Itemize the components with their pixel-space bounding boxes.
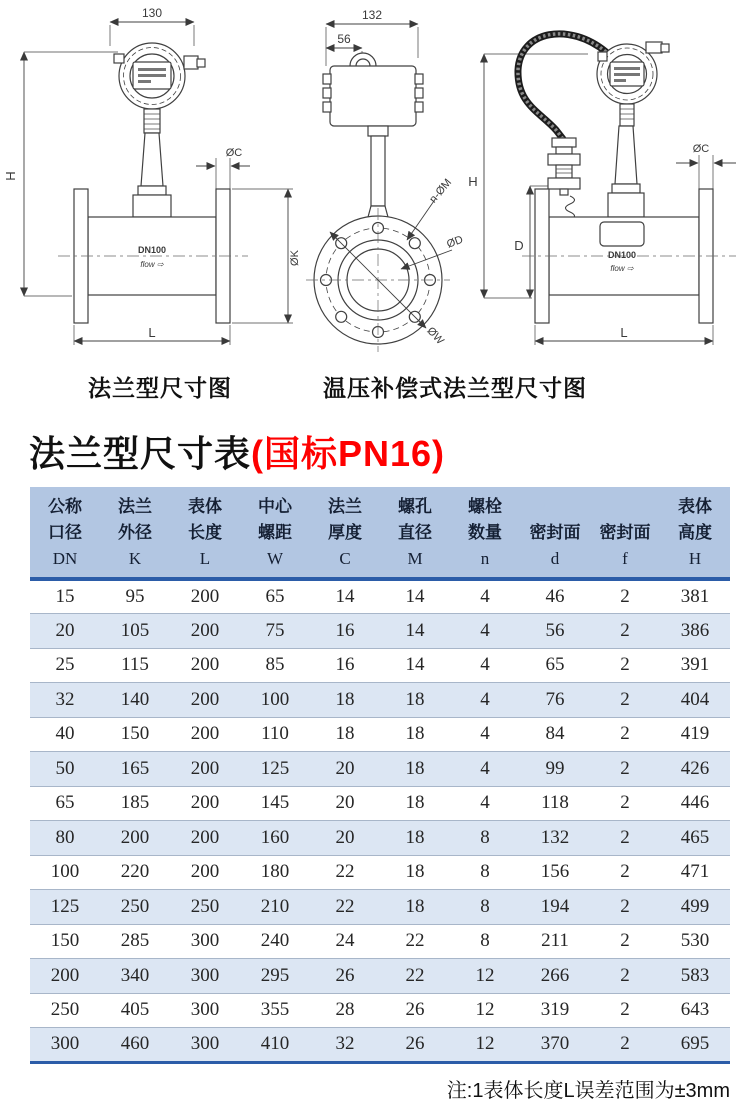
table-cell: 185 — [100, 786, 170, 821]
table-cell: 18 — [380, 683, 450, 718]
table-row — [30, 614, 730, 649]
table-cell: 583 — [660, 959, 730, 994]
table-cell: 200 — [170, 786, 240, 821]
table-cell: 2 — [590, 924, 660, 959]
column-header-line2: 密封面 — [529, 523, 581, 542]
column-header-line1: 螺孔 — [398, 497, 432, 516]
table-cell: 22 — [310, 890, 380, 925]
dim-132-label: 132 — [361, 8, 383, 22]
dim-h-label: H — [468, 174, 478, 189]
column-header-line2: 高度 — [678, 523, 712, 542]
column-header-line2: 厚度 — [328, 523, 362, 542]
table-cell: 460 — [100, 1028, 170, 1063]
dim-56-label: 56 — [337, 32, 351, 46]
column-header — [660, 487, 730, 579]
table-cell: 150 — [100, 717, 170, 752]
table-cell: 16 — [310, 614, 380, 649]
table-cell: 140 — [100, 683, 170, 718]
table-cell: 200 — [170, 683, 240, 718]
table-row — [30, 993, 730, 1028]
table-row — [30, 683, 730, 718]
table-cell: 12 — [450, 993, 520, 1028]
dim-130-label: 130 — [141, 6, 163, 20]
flange-meter-side-diagram — [3, 6, 301, 345]
caption-flange-diagram: 法兰型尺寸图 — [88, 375, 232, 401]
table-cell: 4 — [450, 786, 520, 821]
technical-drawings — [0, 0, 750, 365]
column-header-line1: 公称 — [48, 497, 82, 516]
table-cell: 300 — [170, 1028, 240, 1063]
column-header-line2: 长度 — [188, 523, 222, 542]
table-cell: 8 — [450, 855, 520, 890]
table-row — [30, 890, 730, 925]
table-cell: 18 — [310, 717, 380, 752]
table-cell: 250 — [100, 890, 170, 925]
table-cell: 132 — [520, 821, 590, 856]
table-cell: 22 — [310, 855, 380, 890]
table-cell: 250 — [170, 890, 240, 925]
table-cell: 65 — [520, 648, 590, 683]
table-cell: 300 — [30, 1028, 100, 1063]
column-header-line2: 外径 — [118, 523, 152, 542]
table-cell: 16 — [310, 648, 380, 683]
table-cell: 300 — [170, 924, 240, 959]
table-cell: 200 — [170, 614, 240, 649]
table-cell: 8 — [450, 924, 520, 959]
column-header-letter: K — [128, 549, 142, 568]
table-cell: 194 — [520, 890, 590, 925]
table-cell: 25 — [30, 648, 100, 683]
table-cell: 165 — [100, 752, 170, 787]
column-header — [240, 487, 310, 579]
table-cell: 319 — [520, 993, 590, 1028]
brand-logo: flow ⇨ — [140, 260, 164, 269]
table-cell: 28 — [310, 993, 380, 1028]
table-cell: 419 — [660, 717, 730, 752]
table-row — [30, 786, 730, 821]
table-cell: 65 — [240, 579, 310, 614]
column-header — [380, 487, 450, 579]
table-cell: 2 — [590, 648, 660, 683]
table-cell: 14 — [380, 579, 450, 614]
table-cell: 100 — [240, 683, 310, 718]
table-cell: 125 — [30, 890, 100, 925]
column-header-line1: 螺栓 — [468, 497, 502, 516]
column-header-line2: 直径 — [398, 523, 432, 542]
compensated-meter-side-diagram — [468, 34, 736, 345]
table-cell: 695 — [660, 1028, 730, 1063]
table-cell: 300 — [170, 959, 240, 994]
table-row — [30, 579, 730, 614]
table-cell: 8 — [450, 821, 520, 856]
table-cell: 20 — [310, 786, 380, 821]
table-cell: 84 — [520, 717, 590, 752]
table-cell: 200 — [30, 959, 100, 994]
table-cell: 145 — [240, 786, 310, 821]
dimension-table — [30, 487, 730, 1064]
page-title-main: 法兰型尺寸表 — [29, 433, 252, 474]
table-cell: 2 — [590, 683, 660, 718]
table-cell: 340 — [100, 959, 170, 994]
table-cell: 26 — [380, 993, 450, 1028]
table-row — [30, 752, 730, 787]
table-cell: 200 — [170, 752, 240, 787]
table-cell: 2 — [590, 614, 660, 649]
footnote: 注:1表体长度L误差范围为±3mm — [446, 1080, 730, 1102]
table-row — [30, 717, 730, 752]
table-cell: 18 — [380, 786, 450, 821]
column-header-letter: C — [339, 549, 351, 568]
page-title — [29, 426, 445, 477]
table-cell: 180 — [240, 855, 310, 890]
table-cell: 2 — [590, 890, 660, 925]
table-cell: 20 — [30, 614, 100, 649]
caption-compensated-diagram: 温压补偿式法兰型尺寸图 — [323, 375, 587, 401]
column-header-line2: 螺距 — [258, 523, 292, 542]
column-header — [30, 487, 100, 579]
table-cell: 200 — [170, 717, 240, 752]
column-header-letter: M — [407, 549, 423, 568]
table-cell: 18 — [380, 717, 450, 752]
table-body — [30, 579, 730, 1062]
table-cell: 370 — [520, 1028, 590, 1063]
table-cell: 200 — [170, 821, 240, 856]
table-row — [30, 959, 730, 994]
table-cell: 295 — [240, 959, 310, 994]
table-cell: 118 — [520, 786, 590, 821]
table-cell: 150 — [30, 924, 100, 959]
table-cell: 14 — [310, 579, 380, 614]
table-cell: 211 — [520, 924, 590, 959]
table-cell: 4 — [450, 614, 520, 649]
table-cell: 300 — [170, 993, 240, 1028]
table-cell: 18 — [310, 683, 380, 718]
table-cell: 405 — [100, 993, 170, 1028]
column-header-line1: 法兰 — [118, 497, 152, 516]
column-header — [590, 487, 660, 579]
column-header-line1: 法兰 — [328, 497, 362, 516]
dim-oc-label: ØC — [692, 143, 710, 155]
column-header-letter: L — [199, 549, 211, 568]
table-cell: 285 — [100, 924, 170, 959]
column-header — [450, 487, 520, 579]
table-row — [30, 855, 730, 890]
column-header — [310, 487, 380, 579]
table-cell: 355 — [240, 993, 310, 1028]
table-cell: 391 — [660, 648, 730, 683]
table-cell: 18 — [380, 821, 450, 856]
table-cell: 26 — [310, 959, 380, 994]
dim-nom-label: n-ØM — [427, 176, 455, 206]
table-cell: 2 — [590, 786, 660, 821]
table-cell: 99 — [520, 752, 590, 787]
table-cell: 20 — [310, 821, 380, 856]
table-cell: 4 — [450, 752, 520, 787]
table-cell: 14 — [380, 614, 450, 649]
column-header-letter: n — [480, 549, 490, 568]
column-header-letter: f — [622, 549, 628, 568]
table-cell: 4 — [450, 717, 520, 752]
body-label: DN100 — [607, 250, 637, 260]
column-header-line1: 表体 — [678, 497, 712, 516]
table-cell: 200 — [100, 821, 170, 856]
table-row — [30, 1028, 730, 1063]
table-cell: 465 — [660, 821, 730, 856]
table-cell: 2 — [590, 855, 660, 890]
table-cell: 18 — [380, 890, 450, 925]
dim-oc-label: ØC — [225, 147, 243, 159]
dim-l-label: L — [148, 325, 156, 340]
column-header-line1 — [590, 494, 660, 520]
table-cell: 125 — [240, 752, 310, 787]
table-header-row — [30, 487, 730, 579]
flange-front-diagram — [306, 8, 465, 352]
table-cell: 56 — [520, 614, 590, 649]
column-header — [170, 487, 240, 579]
table-cell: 266 — [520, 959, 590, 994]
table-cell: 15 — [30, 579, 100, 614]
table-cell: 12 — [450, 1028, 520, 1063]
table-cell: 240 — [240, 924, 310, 959]
table-cell: 410 — [240, 1028, 310, 1063]
column-header-line1 — [520, 494, 590, 520]
table-cell: 200 — [170, 579, 240, 614]
brand-logo: flow ⇨ — [610, 264, 634, 273]
table-cell: 2 — [590, 752, 660, 787]
table-cell: 220 — [100, 855, 170, 890]
table-cell: 110 — [240, 717, 310, 752]
table-cell: 160 — [240, 821, 310, 856]
table-cell: 530 — [660, 924, 730, 959]
table-cell: 2 — [590, 717, 660, 752]
dim-od-label: ØD — [445, 233, 465, 251]
column-header-line2: 口径 — [48, 523, 82, 542]
table-cell: 18 — [380, 752, 450, 787]
table-cell: 76 — [520, 683, 590, 718]
table-cell: 50 — [30, 752, 100, 787]
table-cell: 2 — [590, 579, 660, 614]
page-title-standard: (国标PN16) — [251, 433, 446, 474]
dim-h-label: H — [3, 171, 18, 181]
table-cell: 18 — [380, 855, 450, 890]
table-cell: 2 — [590, 993, 660, 1028]
table-cell: 46 — [520, 579, 590, 614]
column-header-line2: 密封面 — [599, 523, 651, 542]
table-row — [30, 924, 730, 959]
table-cell: 115 — [100, 648, 170, 683]
table-cell: 8 — [450, 890, 520, 925]
column-header-letter: H — [688, 549, 702, 568]
table-cell: 156 — [520, 855, 590, 890]
column-header-line2: 数量 — [468, 523, 502, 542]
dim-ok-label: ØK — [289, 250, 301, 266]
table-cell: 250 — [30, 993, 100, 1028]
table-cell: 95 — [100, 579, 170, 614]
table-cell: 22 — [380, 924, 450, 959]
table-cell: 2 — [590, 821, 660, 856]
column-header — [520, 487, 590, 579]
table-cell: 20 — [310, 752, 380, 787]
table-cell: 32 — [30, 683, 100, 718]
table-cell: 426 — [660, 752, 730, 787]
table-cell: 386 — [660, 614, 730, 649]
table-cell: 404 — [660, 683, 730, 718]
body-label: DN100 — [137, 245, 167, 255]
table-cell: 40 — [30, 717, 100, 752]
table-cell: 85 — [240, 648, 310, 683]
dim-d-label: D — [514, 238, 524, 253]
column-header-letter: DN — [52, 549, 78, 568]
column-header-letter: d — [550, 549, 560, 568]
table-cell: 381 — [660, 579, 730, 614]
table-cell: 32 — [310, 1028, 380, 1063]
table-cell: 4 — [450, 579, 520, 614]
table-cell: 65 — [30, 786, 100, 821]
table-cell: 643 — [660, 993, 730, 1028]
table-row — [30, 821, 730, 856]
column-header — [100, 487, 170, 579]
table-cell: 12 — [450, 959, 520, 994]
table-cell: 4 — [450, 683, 520, 718]
table-cell: 446 — [660, 786, 730, 821]
table-cell: 200 — [170, 855, 240, 890]
table-cell: 471 — [660, 855, 730, 890]
table-cell: 499 — [660, 890, 730, 925]
table-cell: 100 — [30, 855, 100, 890]
table-cell: 22 — [380, 959, 450, 994]
dim-ow-label: ØW — [424, 324, 447, 348]
table-cell: 24 — [310, 924, 380, 959]
table-cell: 14 — [380, 648, 450, 683]
table-row — [30, 648, 730, 683]
table-cell: 4 — [450, 648, 520, 683]
table-cell: 80 — [30, 821, 100, 856]
table-cell: 200 — [170, 648, 240, 683]
table-cell: 2 — [590, 1028, 660, 1063]
table-cell: 2 — [590, 959, 660, 994]
dim-l-label: L — [620, 325, 628, 340]
column-header-letter: W — [266, 549, 284, 568]
table-cell: 75 — [240, 614, 310, 649]
table-cell: 210 — [240, 890, 310, 925]
column-header-line1: 中心 — [258, 497, 292, 516]
column-header-line1: 表体 — [188, 497, 222, 516]
table-cell: 26 — [380, 1028, 450, 1063]
table-cell: 105 — [100, 614, 170, 649]
